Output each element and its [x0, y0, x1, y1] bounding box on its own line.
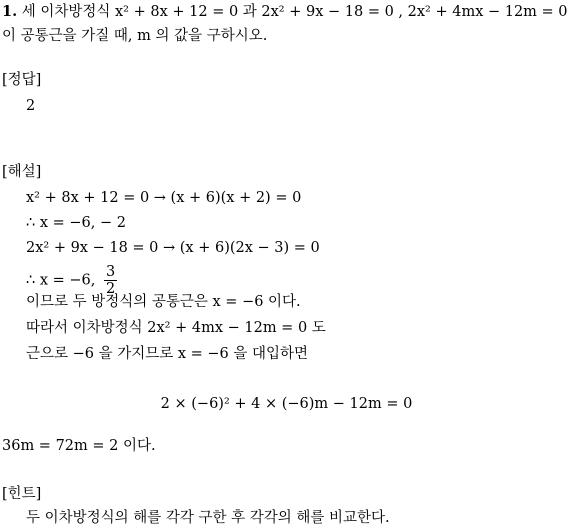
question-line-1 [2, 2, 568, 22]
question-text-1: 세 이차방정식 x² + 8x + 12 = 0 과 2x² + 9x − 18 = 0 , 2x² + 4mx − 12m = 0 [21, 4, 568, 20]
answer-value: 2 [26, 98, 36, 114]
question-number: 1. [2, 3, 18, 20]
question-line-2: 이 공통근을 가질 때, m 의 값을 구하시오. [2, 28, 268, 44]
solution-step-6: 따라서 이차방정식 2x² + 4mx − 12m = 0 도 [26, 320, 326, 336]
answer-heading: [정답] [2, 72, 42, 88]
solution-step-4-text: ∴ x = −6, [26, 272, 96, 289]
fraction-numerator: 3 [105, 264, 116, 280]
solution-conclusion: 36m = 72m = 2 이다. [2, 438, 156, 454]
solution-step-2: ∴ x = −6, − 2 [26, 215, 126, 231]
hint-text: 두 이차방정식의 해를 각각 구한 후 각각의 해를 비교한다. [26, 510, 390, 526]
fraction-denominator: 2 [105, 281, 116, 297]
solution-heading: [해설] [2, 164, 42, 180]
solution-step-1: x² + 8x + 12 = 0 → (x + 6)(x + 2) = 0 [26, 190, 302, 206]
solution-step-7: 근으로 −6 을 가지므로 x = −6 을 대입하면 [26, 346, 309, 362]
solution-step-3: 2x² + 9x − 18 = 0 → (x + 6)(2x − 3) = 0 [26, 240, 320, 256]
solution-step-5: 이므로 두 방정식의 공통근은 x = −6 이다. [26, 294, 301, 310]
centered-equation: 2 × (−6)² + 4 × (−6)m − 12m = 0 [160, 396, 413, 412]
hint-heading: [힌트] [2, 486, 42, 502]
